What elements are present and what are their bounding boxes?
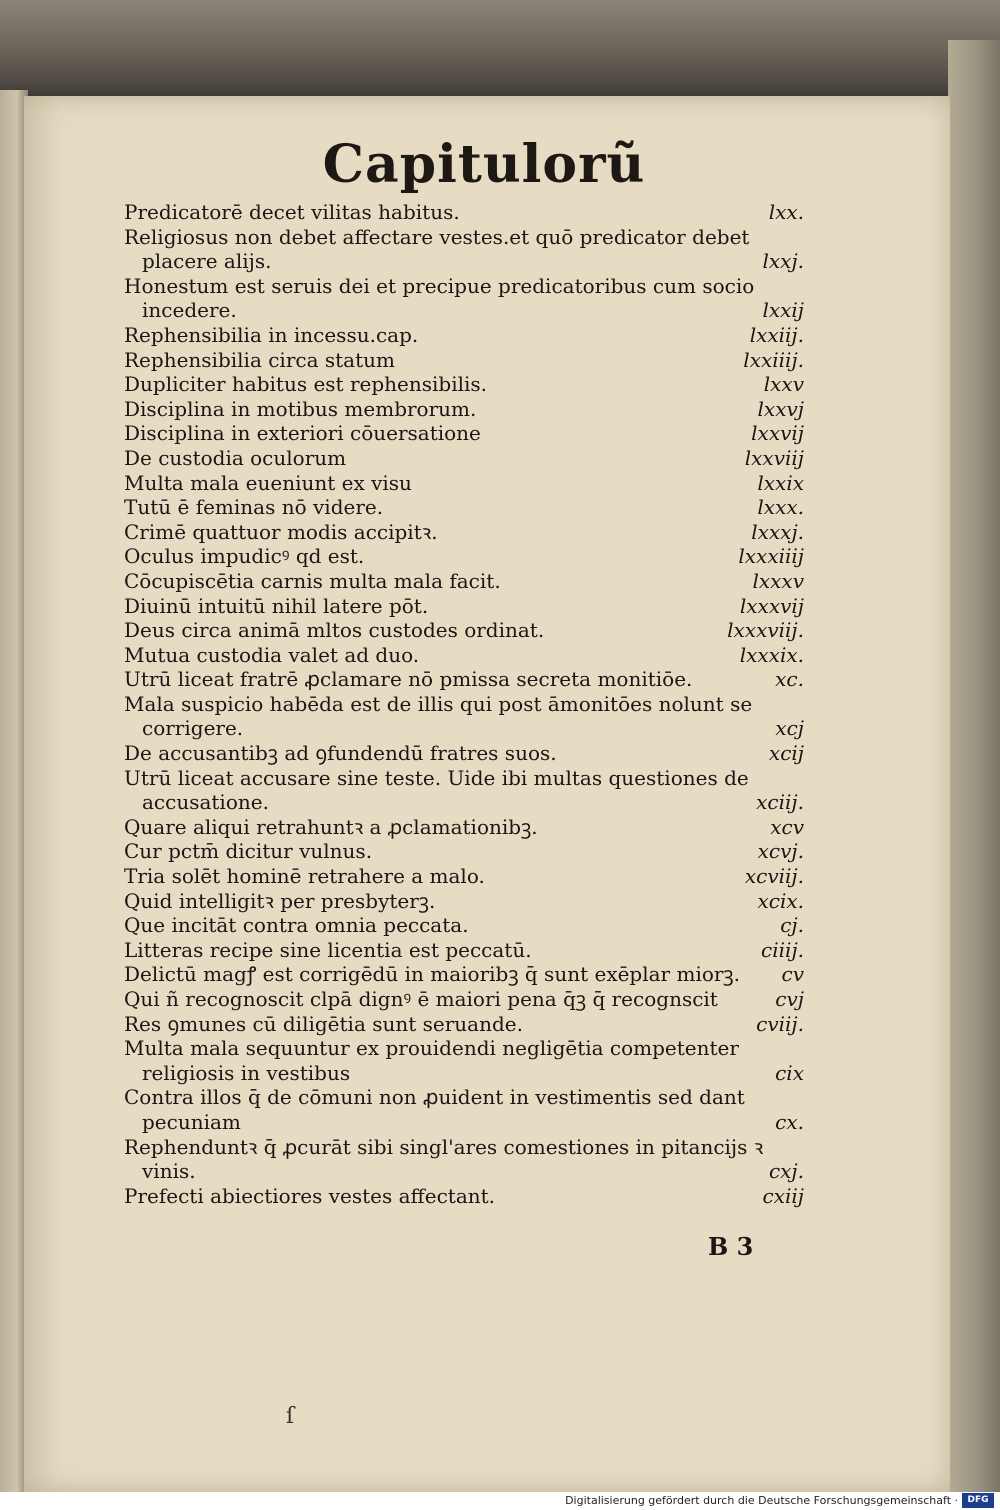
entry-title: Rephenduntꝛ q̄ ꝓcurāt sibi singl'ares comestiones in pitancijs ꝛ bbox=[124, 1134, 764, 1159]
entry-title: Tutū ē feminas nō videre. bbox=[124, 495, 384, 520]
entry-title: Dupliciter habitus est rephensibilis. bbox=[124, 372, 488, 397]
entry-title: Religiosus non debet affectare vestes.et quō predicator debet bbox=[124, 224, 750, 249]
toc-entry bbox=[124, 323, 804, 348]
toc-entry bbox=[124, 987, 804, 1012]
entry-number: xc. bbox=[775, 667, 804, 692]
book-page bbox=[24, 96, 950, 1492]
entry-list bbox=[124, 200, 804, 1208]
footer-credit: Digitalisierung gefördert durch die Deutsche Forschungsgemeinschaft · bbox=[565, 1494, 958, 1507]
entry-title: Cur pctm̄ dicitur vulnus. bbox=[124, 839, 373, 864]
entry-title: placere alijs. bbox=[142, 249, 272, 274]
entry-title: De custodia oculorum bbox=[124, 445, 347, 470]
toc-entry bbox=[124, 1061, 804, 1086]
toc-entry bbox=[124, 446, 804, 471]
entry-title: Quid intelligitꝛ per presbyterꝫ. bbox=[124, 888, 436, 913]
entry-number: cj. bbox=[780, 913, 804, 938]
entry-number: xcvj. bbox=[757, 839, 804, 864]
toc-entry bbox=[124, 962, 804, 987]
toc-entry bbox=[124, 1085, 804, 1110]
signature-mark: B 3 bbox=[708, 1232, 754, 1261]
toc-entry bbox=[124, 1012, 804, 1037]
entry-title: Quare aliqui retrahuntꝛ a ꝓclamationibꝫ. bbox=[124, 814, 538, 839]
toc-entry bbox=[124, 298, 804, 323]
toc-entry bbox=[124, 274, 804, 299]
right-page-edges bbox=[948, 40, 1000, 1492]
toc-entry bbox=[124, 864, 804, 889]
toc-entry bbox=[124, 397, 804, 422]
entry-number: xciij. bbox=[756, 790, 804, 815]
entry-number: cxiij bbox=[762, 1183, 804, 1208]
entry-title: Predicatorē decet vilitas habitus. bbox=[124, 200, 460, 224]
entry-title: Mala suspicio habēda est de illis qui post āmonitōes nolunt se bbox=[124, 691, 753, 716]
toc-entry bbox=[124, 839, 804, 864]
page-heading: Capitulorũ bbox=[322, 134, 646, 195]
entry-title: Res ꝯmunes cū diligētia sunt seruande. bbox=[124, 1011, 523, 1036]
toc-entry bbox=[124, 815, 804, 840]
entry-title: Oculus impudicꝰ qd est. bbox=[124, 544, 365, 569]
entry-number: lxxij bbox=[762, 298, 804, 323]
entry-title: Qui ñ recognoscit clpā dignꝰ ē maiori pena q̄ꝫ q̄ recognscit bbox=[124, 987, 718, 1011]
entry-title: Mutua custodia valet ad duo. bbox=[124, 642, 420, 667]
toc-entry bbox=[124, 594, 804, 619]
entry-number: lxxxv bbox=[752, 568, 804, 593]
footer-bar bbox=[0, 1492, 1000, 1510]
toc-entry bbox=[124, 1036, 804, 1061]
entry-title: Prefecti abiectiores vestes affectant. bbox=[124, 1183, 496, 1208]
entry-number: lxxvij bbox=[751, 421, 804, 446]
toc-entry bbox=[124, 348, 804, 373]
entry-number: cviij. bbox=[756, 1011, 804, 1036]
entry-title: Diuinū intuitū nihil latere pōt. bbox=[124, 593, 429, 618]
book-top-edge bbox=[0, 0, 1000, 110]
toc-entry bbox=[124, 1184, 804, 1209]
toc-entry bbox=[124, 200, 804, 225]
entry-number: xcix. bbox=[757, 888, 804, 913]
entry-title: De accusantibꝫ ad ꝯfundendū fratres suos. bbox=[124, 741, 557, 766]
toc-entry bbox=[124, 741, 804, 766]
entry-number: xcv bbox=[770, 814, 804, 839]
entry-title: Multa mala sequuntur ex prouidendi negligētia competenter bbox=[124, 1036, 739, 1061]
entry-title: Rephensibilia circa statum bbox=[124, 347, 395, 372]
entry-title: vinis. bbox=[142, 1159, 196, 1184]
toc-entry bbox=[124, 618, 804, 643]
entry-title: Rephensibilia in incessu.cap. bbox=[124, 322, 419, 347]
entry-title: Crimē quattuor modis accipitꝛ. bbox=[124, 519, 438, 544]
entry-title: Litteras recipe sine licentia est peccatū. bbox=[124, 937, 532, 962]
entry-number: lxxxix. bbox=[739, 642, 804, 667]
entry-title: Cōcupiscētia carnis multa mala facit. bbox=[124, 568, 501, 593]
toc-entry bbox=[124, 495, 804, 520]
entry-number: xcj bbox=[775, 716, 804, 741]
entry-title: Deus circa animā mltos custodes ordinat. bbox=[124, 618, 545, 643]
entry-title: incedere. bbox=[142, 298, 237, 323]
table-of-contents bbox=[124, 136, 804, 1208]
entry-number: lxxxviij. bbox=[727, 618, 804, 643]
toc-entry bbox=[124, 1110, 804, 1135]
entry-title: religiosis in vestibus bbox=[142, 1060, 351, 1085]
entry-title: pecuniam bbox=[142, 1109, 241, 1134]
toc-entry bbox=[124, 249, 804, 274]
entry-title: corrigere. bbox=[142, 716, 244, 741]
toc-entry bbox=[124, 421, 804, 446]
entry-title: Que incitāt contra omnia peccata. bbox=[124, 913, 469, 938]
toc-entry bbox=[124, 716, 804, 741]
entry-number: cv bbox=[781, 962, 804, 987]
entry-title: Delictū magꝭ est corrigēdū in maioribꝫ q̄ sunt exēplar miorꝫ. bbox=[124, 962, 741, 987]
toc-entry bbox=[124, 766, 804, 791]
entry-number: ciiij. bbox=[761, 937, 804, 962]
entry-number: cxj. bbox=[768, 1159, 804, 1184]
entry-title: Utrū liceat accusare sine teste. Uide ibi multas questiones de bbox=[124, 765, 749, 790]
entry-number: lxxxvij bbox=[739, 593, 804, 618]
dfg-logo: DFG bbox=[962, 1493, 994, 1508]
toc-entry bbox=[124, 938, 804, 963]
entry-title: accusatione. bbox=[142, 790, 269, 815]
entry-number: lxxxj. bbox=[751, 519, 804, 544]
entry-title: Disciplina in exteriori cōuersatione bbox=[124, 421, 481, 446]
entry-number: cix bbox=[775, 1060, 804, 1085]
toc-entry bbox=[124, 667, 804, 692]
entry-title: Honestum est seruis dei et precipue predicatoribus cum socio bbox=[124, 273, 755, 298]
entry-number: xcij bbox=[768, 741, 804, 766]
toc-entry bbox=[124, 520, 804, 545]
entry-number: lxx. bbox=[768, 200, 804, 224]
entry-number: lxxiij. bbox=[749, 322, 804, 347]
toc-entry bbox=[124, 544, 804, 569]
entry-title: Utrū liceat fratrē ꝓclamare nō pmissa secreta monitiōe. bbox=[124, 667, 693, 692]
toc-entry bbox=[124, 913, 804, 938]
toc-entry bbox=[124, 225, 804, 250]
entry-number: xcviij. bbox=[744, 864, 804, 889]
toc-entry bbox=[124, 643, 804, 668]
entry-number: lxxiiij. bbox=[743, 347, 804, 372]
entry-number: lxxix bbox=[757, 470, 804, 495]
toc-entry bbox=[124, 790, 804, 815]
ink-mark: ſ bbox=[286, 1404, 295, 1429]
toc-entry bbox=[124, 889, 804, 914]
entry-number: cx. bbox=[775, 1109, 804, 1134]
entry-number: lxxviij bbox=[744, 445, 804, 470]
toc-entry bbox=[124, 692, 804, 717]
toc-entry bbox=[124, 471, 804, 496]
entry-number: lxxxiiij bbox=[738, 544, 804, 569]
entry-title: Multa mala eueniunt ex visu bbox=[124, 470, 412, 495]
toc-entry bbox=[124, 1135, 804, 1160]
entry-title: Contra illos q̄ de cōmuni non ꝓuident in vestimentis sed dant bbox=[124, 1085, 745, 1110]
toc-entry bbox=[124, 1159, 804, 1184]
entry-number: lxxj. bbox=[762, 249, 804, 274]
entry-number: lxxx. bbox=[757, 495, 804, 520]
entry-title: Disciplina in motibus membrorum. bbox=[124, 396, 477, 421]
entry-number: lxxvj bbox=[757, 396, 804, 421]
toc-entry bbox=[124, 569, 804, 594]
entry-number: cvj bbox=[775, 987, 804, 1011]
toc-entry bbox=[124, 372, 804, 397]
entry-number: lxxv bbox=[763, 372, 804, 397]
entry-title: Tria solēt hominē retrahere a malo. bbox=[124, 864, 485, 889]
